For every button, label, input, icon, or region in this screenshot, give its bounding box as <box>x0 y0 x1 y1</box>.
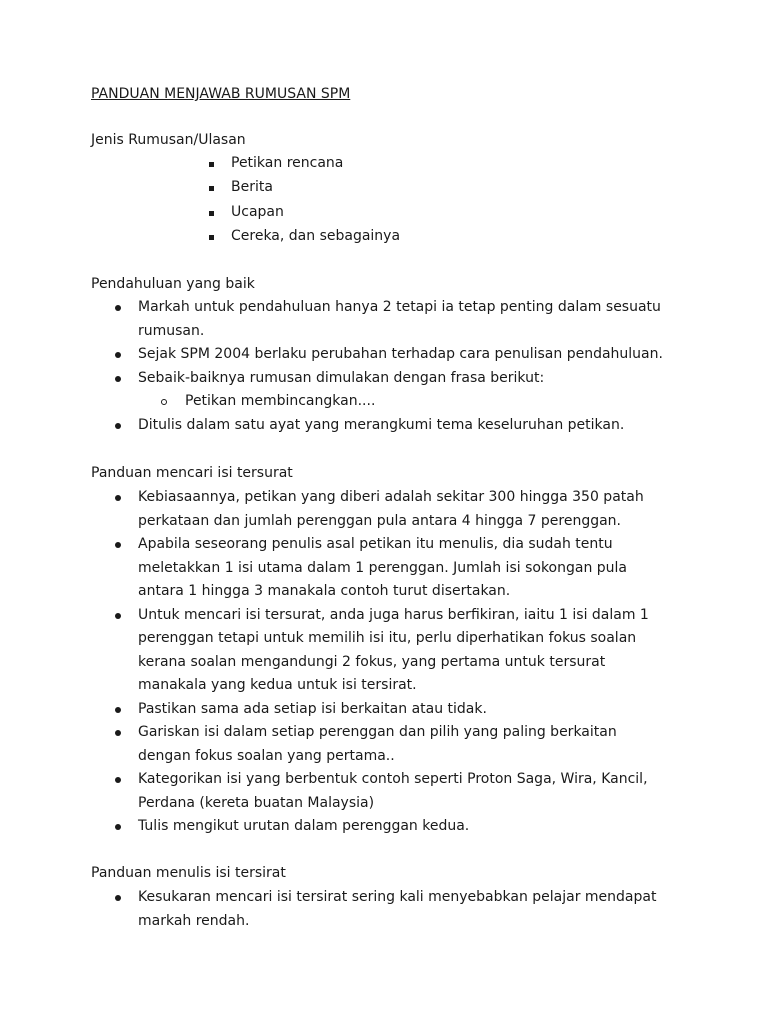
sub-list-item: Petikan membincangkan.... <box>0 390 690 414</box>
list-item: Apabila seseorang penulis asal petikan itu menulis, dia sudah tentu meletakkan 1 isi utama dalam 1 perenggan. Jumlah isi sokongan pula antara 1 hingga 3 manakala contoh turut disertakan. <box>0 533 690 604</box>
list-item: Untuk mencari isi tersurat, anda juga harus berfikiran, iaitu 1 isi dalam 1 perenggan tetapi untuk memilih isi itu, perlu diperhatikan fokus soalan kerana soalan mengandungi 2 fokus, yang pertama untuk tersurat manakala yang kedua untuk isi tersirat. <box>0 604 690 698</box>
bullet-icon <box>115 352 121 358</box>
list-item: Markah untuk pendahuluan hanya 2 tetapi ia tetap penting dalam sesuatu rumusan. <box>0 296 690 343</box>
list-item: Petikan rencana <box>0 152 400 176</box>
bullet-icon <box>115 542 121 548</box>
jenis-rumusan-list <box>0 152 400 249</box>
list-item: Kategorikan isi yang berbentuk contoh seperti Proton Saga, Wira, Kancil, Perdana (kereta buatan Malaysia) <box>0 768 690 815</box>
bullet-icon <box>115 777 121 783</box>
list-item: Gariskan isi dalam setiap perenggan dan pilih yang paling berkaitan dengan fokus soalan yang pertama.. <box>0 721 690 768</box>
list-item: Tulis mengikut urutan dalam perenggan kedua. <box>0 815 690 839</box>
bullet-icon <box>115 613 121 619</box>
hollow-bullet-icon <box>161 399 167 405</box>
section-heading-pendahuluan: Pendahuluan yang baik <box>91 276 255 292</box>
section-heading-isi-tersurat: Panduan mencari isi tersurat <box>91 465 293 481</box>
list-item: Sebaik-baiknya rumusan dimulakan dengan frasa berikut: <box>0 367 690 391</box>
square-bullet-icon <box>209 162 214 167</box>
bullet-icon <box>115 824 121 830</box>
list-item: Kesukaran mencari isi tersirat sering kali menyebabkan pelajar mendapat markah rendah. <box>0 886 690 933</box>
square-bullet-icon <box>209 235 214 240</box>
document-title: PANDUAN MENJAWAB RUMUSAN SPM <box>91 86 351 102</box>
pendahuluan-list <box>0 296 690 437</box>
section-heading-isi-tersirat: Panduan menulis isi tersirat <box>91 865 286 881</box>
bullet-icon <box>115 895 121 901</box>
square-bullet-icon <box>209 211 214 216</box>
bullet-icon <box>115 730 121 736</box>
list-item: Kebiasaannya, petikan yang diberi adalah sekitar 300 hingga 350 patah perkataan dan jumlah perenggan pula antara 4 hingga 7 perenggan. <box>0 486 690 533</box>
bullet-icon <box>115 423 121 429</box>
isi-tersurat-list <box>0 486 690 839</box>
list-item: Sejak SPM 2004 berlaku perubahan terhadap cara penulisan pendahuluan. <box>0 343 690 367</box>
list-item: Ucapan <box>0 201 400 225</box>
bullet-icon <box>115 495 121 501</box>
isi-tersirat-list <box>0 886 690 933</box>
list-item: Cereka, dan sebagainya <box>0 225 400 249</box>
bullet-icon <box>115 305 121 311</box>
section-heading-jenis-rumusan: Jenis Rumusan/Ulasan <box>91 132 246 148</box>
bullet-icon <box>115 376 121 382</box>
list-item: Berita <box>0 176 400 200</box>
square-bullet-icon <box>209 186 214 191</box>
bullet-icon <box>115 707 121 713</box>
list-item: Pastikan sama ada setiap isi berkaitan atau tidak. <box>0 698 690 722</box>
list-item: Ditulis dalam satu ayat yang merangkumi tema keseluruhan petikan. <box>0 414 690 438</box>
